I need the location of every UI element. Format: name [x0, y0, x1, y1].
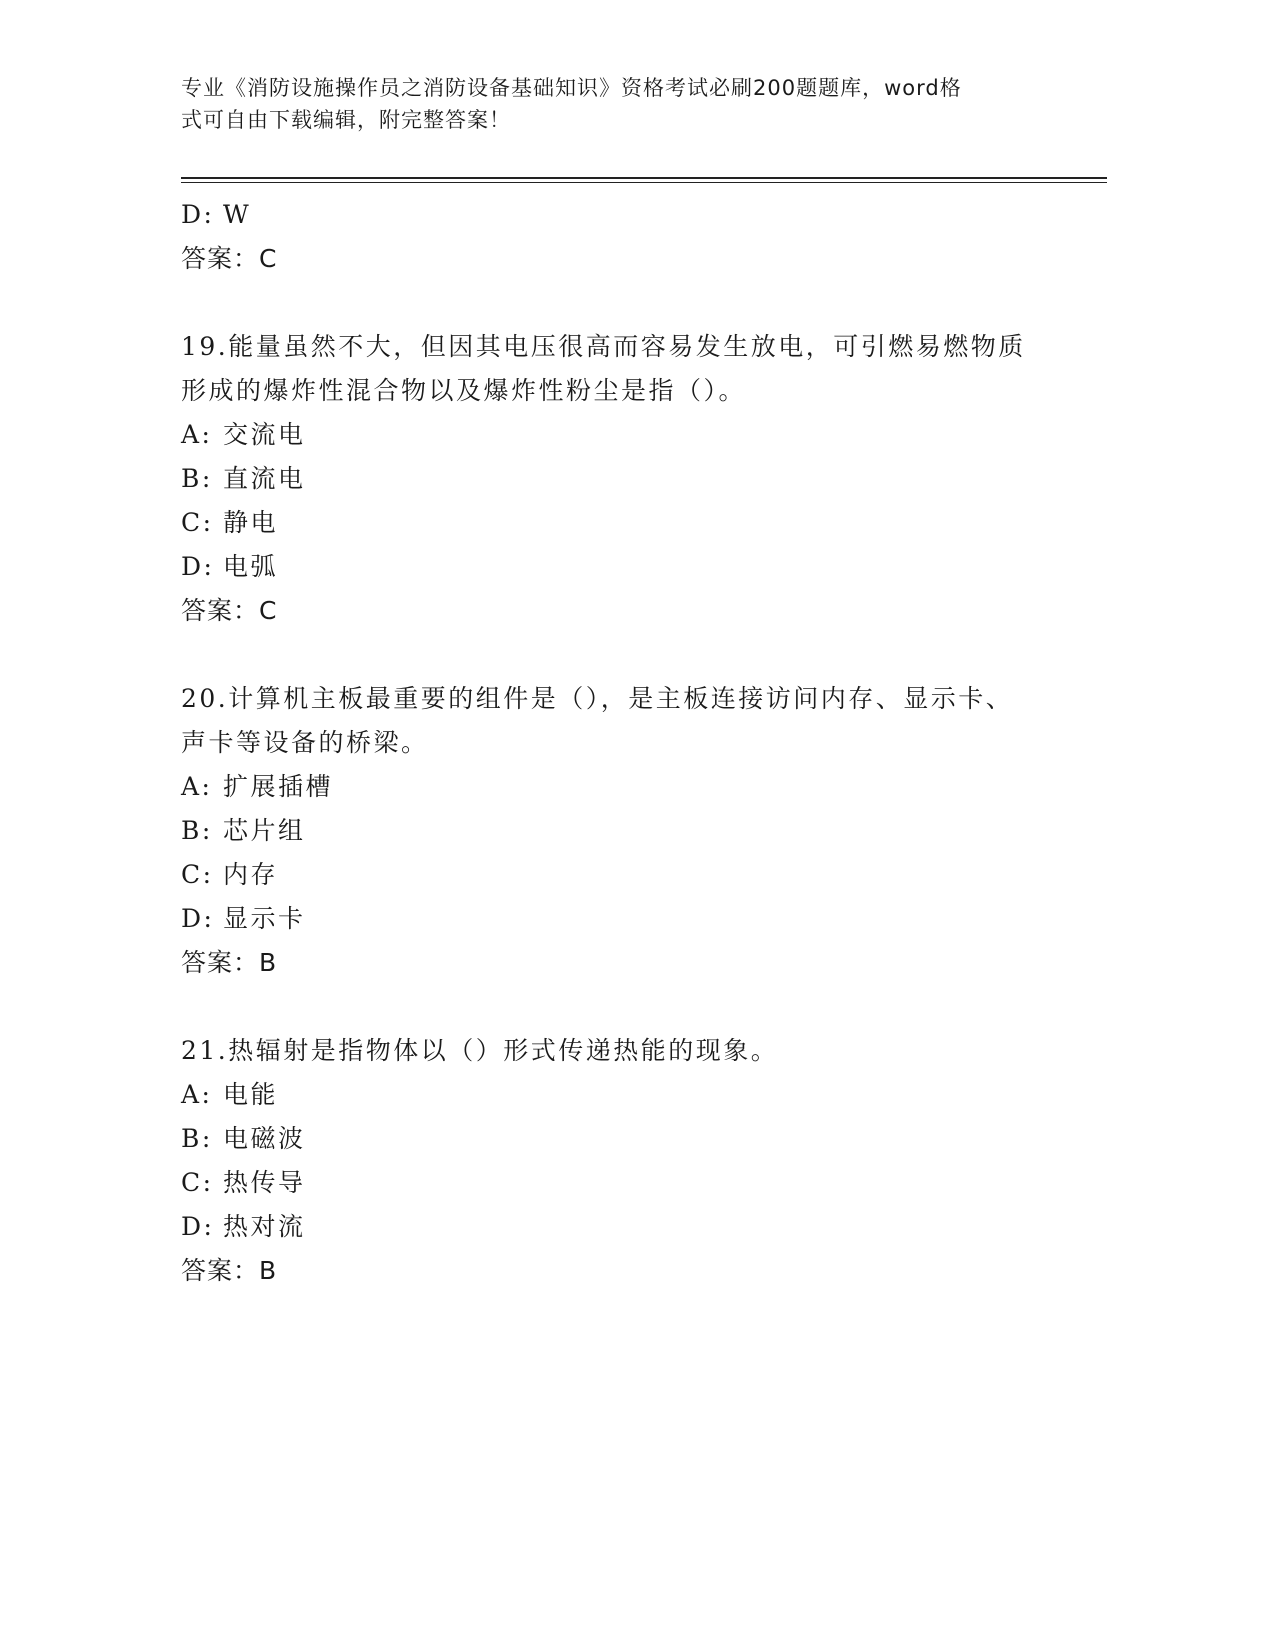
option-key: A:	[181, 1080, 213, 1109]
answer-value: C	[259, 596, 278, 625]
answer-line	[181, 237, 1061, 281]
document-header	[181, 72, 1061, 136]
option-text: 扩展插槽	[223, 772, 334, 801]
option-text: 显示卡	[223, 904, 306, 933]
option-c	[181, 853, 1061, 897]
answer-label: 答案：	[181, 596, 260, 625]
option-a	[181, 765, 1061, 809]
question-19	[181, 325, 1061, 633]
option-key: A:	[181, 420, 213, 449]
question-list	[181, 193, 1061, 1293]
answer-value: C	[259, 244, 278, 273]
option-a	[181, 413, 1061, 457]
answer-line	[181, 589, 1061, 633]
option-text: 热对流	[223, 1212, 306, 1241]
option-text: 内存	[223, 860, 279, 889]
option-text: 热传导	[223, 1168, 306, 1197]
header-line-1: 专业《消防设施操作员之消防设备基础知识》资格考试必刷200题题库，word格	[181, 76, 962, 100]
answer-value: B	[259, 1256, 278, 1285]
option-text: 电磁波	[223, 1124, 306, 1153]
option-b	[181, 809, 1061, 853]
option-text: W	[223, 200, 252, 229]
option-a	[181, 1073, 1061, 1117]
option-d	[181, 897, 1061, 941]
answer-line	[181, 941, 1061, 985]
header-divider-thick	[181, 177, 1107, 179]
option-key: D:	[181, 200, 215, 229]
answer-line	[181, 1249, 1061, 1293]
question-text-line-2: 声卡等设备的桥梁。	[181, 728, 429, 757]
option-text: 直流电	[223, 464, 306, 493]
option-d	[181, 193, 1061, 237]
header-divider-thin	[181, 182, 1107, 183]
option-c	[181, 501, 1061, 545]
option-b	[181, 1117, 1061, 1161]
header-line-2: 式可自由下载编辑，附完整答案！	[181, 108, 511, 132]
option-key: D:	[181, 552, 215, 581]
option-key: B:	[181, 1124, 213, 1153]
option-key: C:	[181, 860, 214, 889]
option-text: 电能	[223, 1080, 279, 1109]
option-text: 交流电	[223, 420, 306, 449]
answer-label: 答案：	[181, 1256, 260, 1285]
option-key: C:	[181, 1168, 214, 1197]
option-text: 芯片组	[223, 816, 306, 845]
answer-value: B	[259, 948, 278, 977]
option-key: D:	[181, 1212, 215, 1241]
option-key: D:	[181, 904, 215, 933]
answer-label: 答案：	[181, 244, 260, 273]
option-d	[181, 545, 1061, 589]
question-text-line-2: 形成的爆炸性混合物以及爆炸性粉尘是指（）。	[181, 376, 747, 405]
option-d	[181, 1205, 1061, 1249]
option-c	[181, 1161, 1061, 1205]
option-key: A:	[181, 772, 213, 801]
answer-label: 答案：	[181, 948, 260, 977]
question-text-line-1: 19.能量虽然不大，但因其电压很高而容易发生放电，可引燃易燃物质	[181, 332, 1026, 361]
option-key: C:	[181, 508, 214, 537]
option-key: B:	[181, 464, 213, 493]
option-b	[181, 457, 1061, 501]
option-key: B:	[181, 816, 213, 845]
option-text: 静电	[223, 508, 279, 537]
question-text-line-1: 20.计算机主板最重要的组件是（），是主板连接访问内存、显示卡、	[181, 684, 1014, 713]
question-21	[181, 1029, 1061, 1293]
question-text-line-1: 21.热辐射是指物体以（）形式传递热能的现象。	[181, 1036, 779, 1065]
question-20	[181, 677, 1061, 985]
option-text: 电弧	[223, 552, 279, 581]
